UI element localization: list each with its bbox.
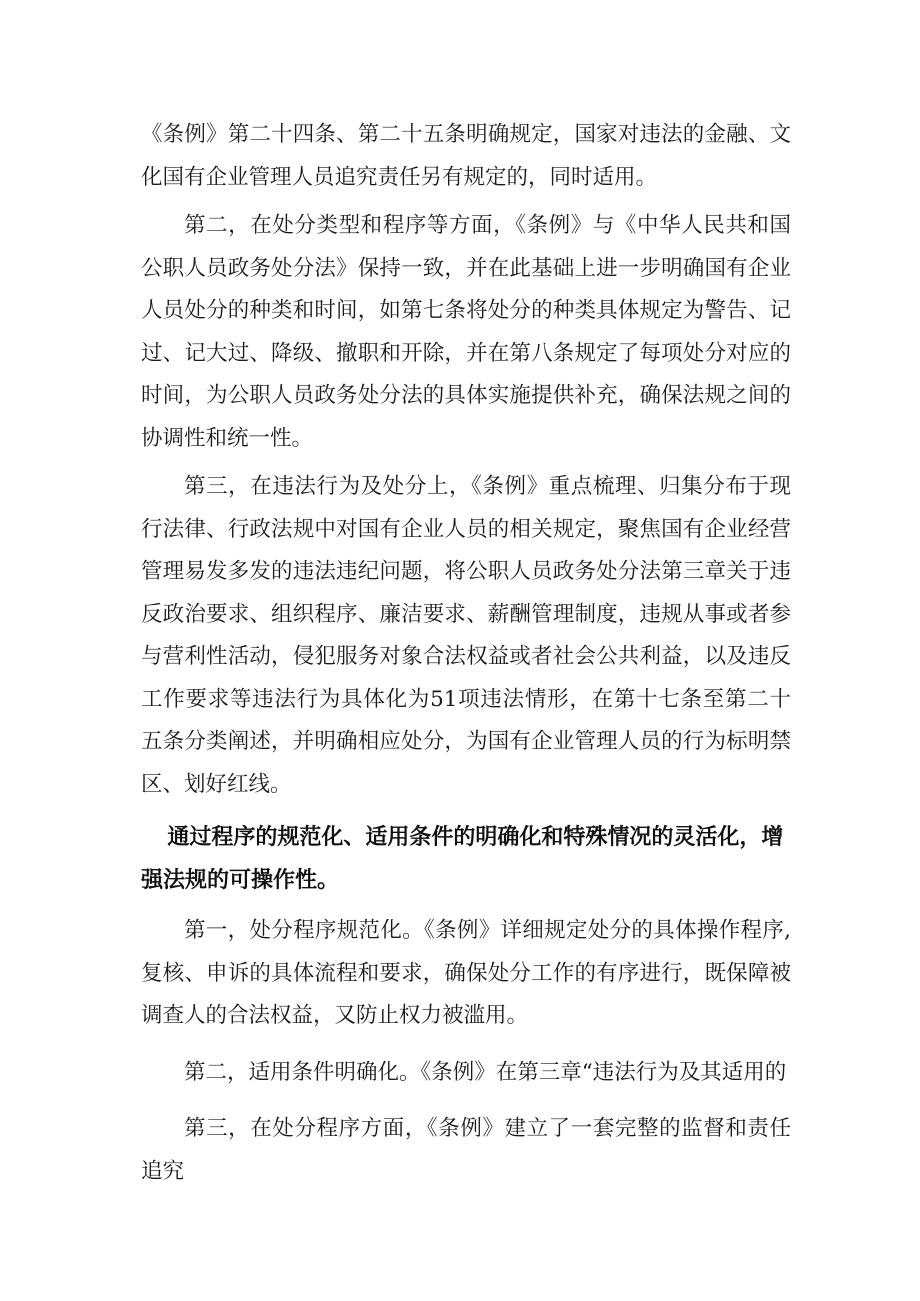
paragraph-second-conditions: 第二，适用条件明确化。《条例》在第三章“违法行为及其适用的 [184,1059,787,1085]
paragraph-second-point: 第二，在处分类型和程序等方面，《条例》与《中华人民共和国公职人员政务处分法》保持一致，并在此基础上进一步明确国有企业人员处分的种类和时间，如第七条将处分的种类具体规定为警告、记过、记大过、降级、撤职和开除，并在第八条规定了每项处分对应的时间，为公职人员政务处分法的具体实施提供补充，确保法规之间的协调性和统一性。 [141,213,791,451]
section-heading: 通过程序的规范化、适用条件的明确化和特殊情况的灵活化，增强法规的可操作性。 [141,825,784,893]
document-body [141,114,791,1193]
paragraph-continuation: 《条例》第二十四条、第二十五条明确规定，国家对违法的金融、文化国有企业管理人员追究责任另有规定的，同时适用。 [141,122,791,190]
paragraph-third-supervision: 第三，在处分程序方面，《条例》建立了一套完整的监督和责任追究 [141,1116,791,1184]
paragraph-first-procedure: 第一，处分程序规范化。《条例》详细规定处分的具体操作程序,复核、申诉的具体流程和要求，确保处分工作的有序进行，既保障被调查人的合法权益，又防止权力被滥用。 [141,918,791,1028]
paragraph-third-point: 第三，在违法行为及处分上，《条例》重点梳理、归集分布于现行法律、行政法规中对国有企业人员的相关规定，聚焦国有企业经营管理易发多发的违法违纪问题，将公职人员政务处分法第三章关于违反政治要求、组织程序、廉洁要求、薪酬管理制度，违规从事或者参与营利性活动，侵犯服务对象合法权益或者社会公共利益，以及违反工作要求等违法行为具体化为51项违法情形，在第十七条至第二十五条分类阐述，并明确相应处分，为国有企业管理人员的行为标明禁区、划好红线。 [141,474,791,797]
